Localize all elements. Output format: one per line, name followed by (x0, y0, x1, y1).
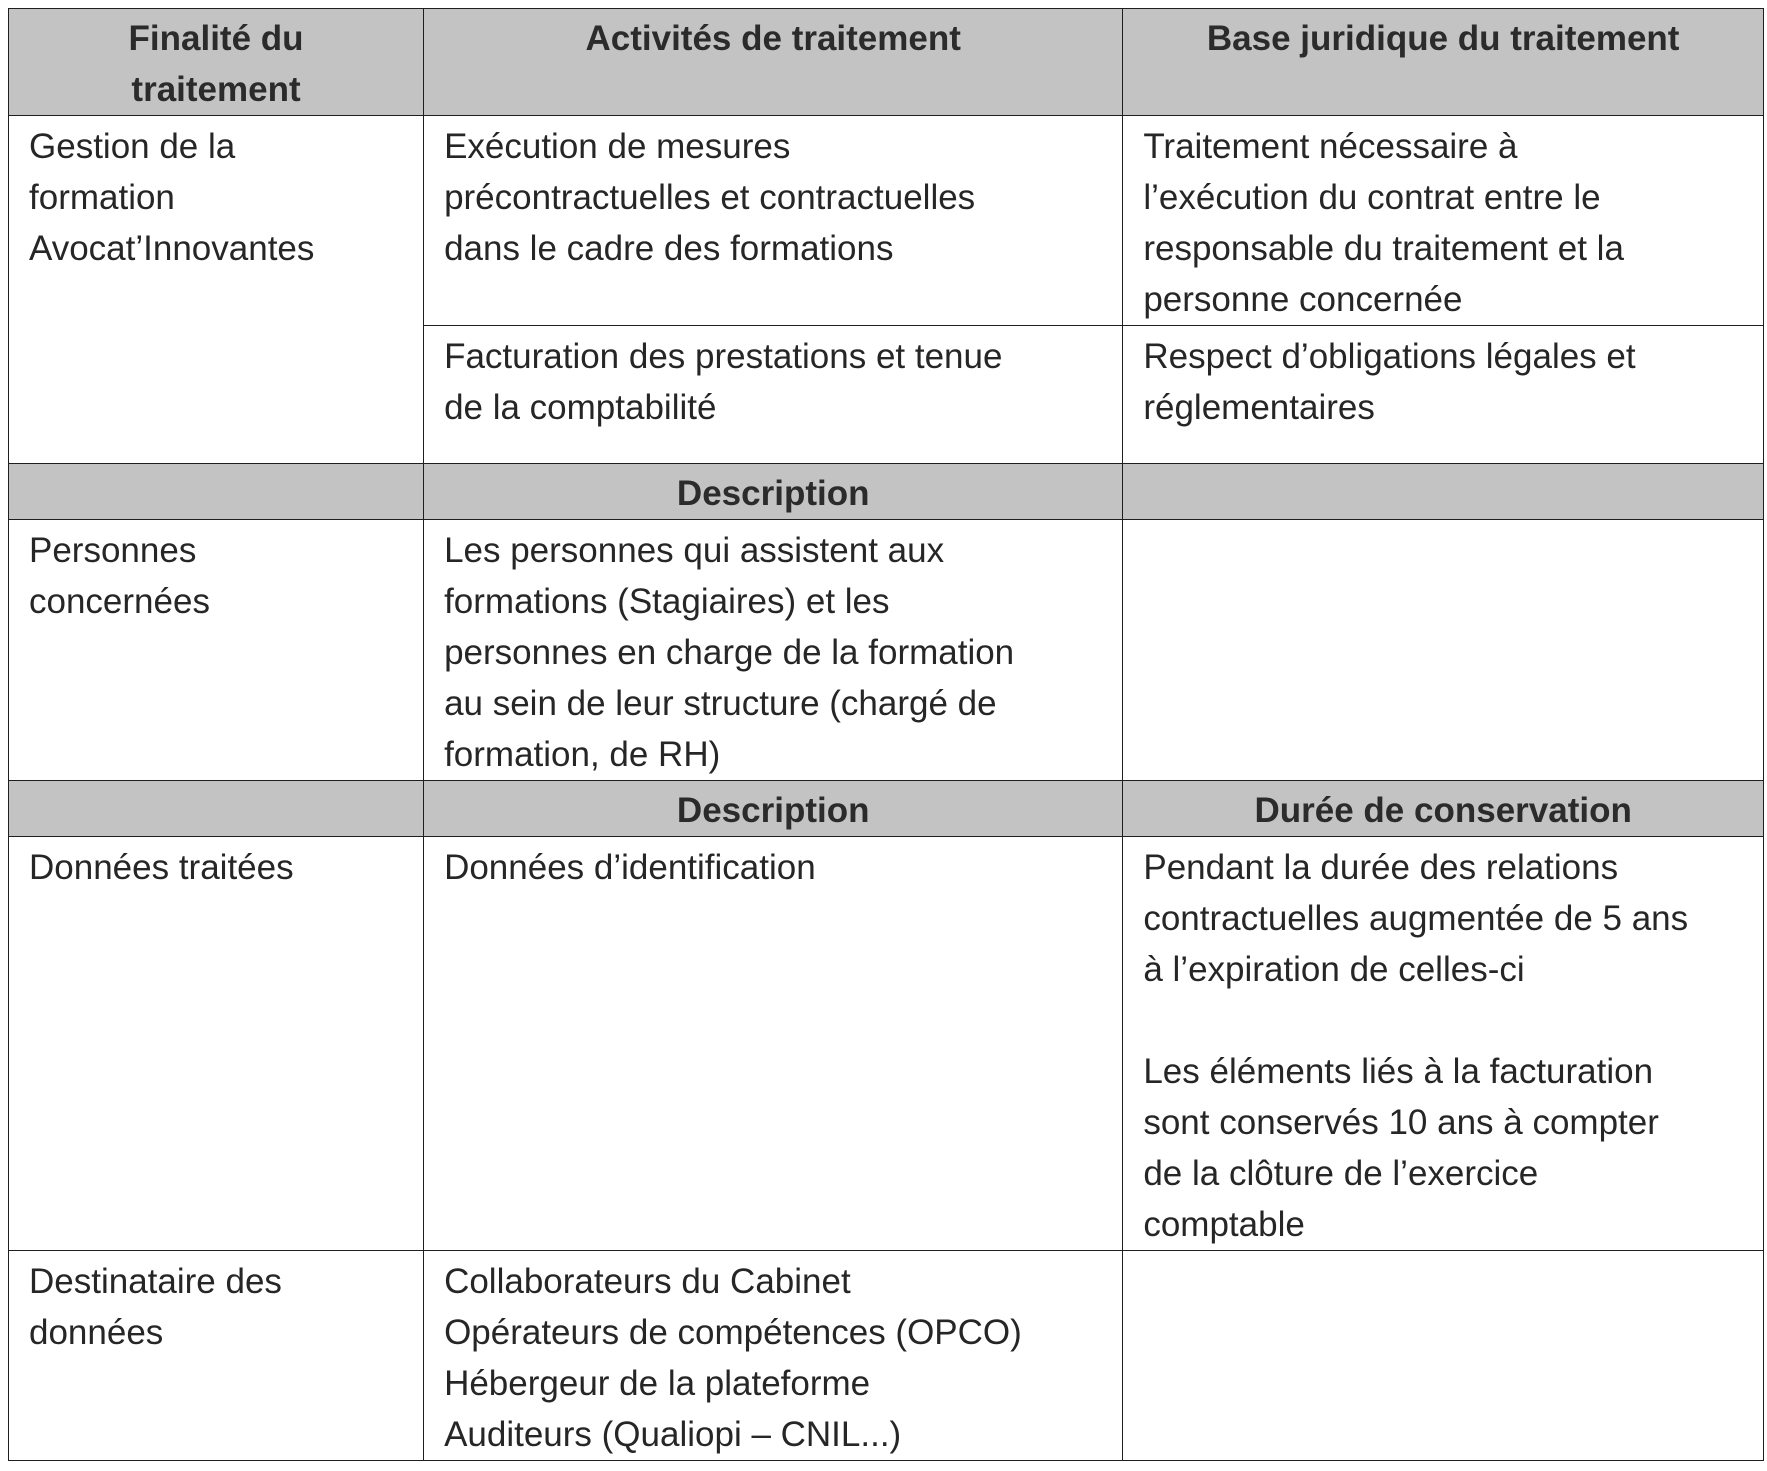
basis-legal-cell (1123, 326, 1764, 464)
data-description-cell (424, 837, 1123, 1251)
data-description-text: Données d’identification (444, 848, 816, 887)
persons-description-line-3: personnes en charge de la formation (444, 633, 1015, 672)
activity-execution-line-2: précontractuelles et contractuelles (444, 178, 976, 217)
basis-contract-line-3: responsable du traitement et la (1143, 229, 1624, 268)
activity-billing-line-2: de la comptabilité (444, 388, 717, 427)
retention-para2-line-2: sont conservés 10 ans à compter (1143, 1103, 1659, 1142)
recipients-list-cell (424, 1251, 1123, 1461)
header-finalite-line-2: traitement (131, 70, 301, 109)
data-header-description-text: Description (676, 791, 870, 830)
activity-execution-cell (424, 116, 1123, 326)
data-label-cell (9, 837, 424, 1251)
recipients-label-line-1: Destinataire des (29, 1262, 282, 1301)
data-row (9, 837, 1764, 1251)
persons-label-line-2: concernées (29, 582, 210, 621)
persons-label-cell (9, 520, 424, 781)
persons-header-empty-3 (1123, 464, 1764, 520)
recipient-item: Collaborateurs du Cabinet (444, 1262, 851, 1301)
header-finalite (9, 9, 424, 116)
data-retention-cell (1123, 837, 1764, 1251)
data-header-retention (1123, 781, 1764, 837)
persons-row (9, 520, 1764, 781)
recipients-empty-cell (1123, 1251, 1764, 1461)
basis-contract-line-4: personne concernée (1143, 280, 1463, 319)
retention-para1-line-2: contractuelles augmentée de 5 ans (1143, 899, 1689, 938)
data-header-row (9, 781, 1764, 837)
recipient-item: Hébergeur de la plateforme (444, 1364, 871, 1403)
data-label-text: Données traitées (29, 848, 294, 887)
basis-contract-cell (1123, 116, 1764, 326)
retention-para2-line-4: comptable (1143, 1205, 1305, 1244)
recipients-label-line-2: données (29, 1313, 164, 1352)
basis-contract-line-1: Traitement nécessaire à (1143, 127, 1518, 166)
recipients-label-cell (9, 1251, 424, 1461)
persons-label-line-1: Personnes (29, 531, 197, 570)
header-base-juridique (1123, 9, 1764, 116)
recipient-item: Opérateurs de compétences (OPCO) (444, 1313, 1022, 1352)
header-activites (424, 9, 1123, 116)
header-base-juridique-text: Base juridique du traitement (1206, 19, 1680, 58)
header-row (9, 9, 1764, 116)
finalite-label-line-2: formation (29, 178, 175, 217)
persons-description-cell (424, 520, 1123, 781)
activity-billing-cell (424, 326, 1123, 464)
persons-header-description (424, 464, 1123, 520)
basis-legal-line-1: Respect d’obligations légales et (1143, 337, 1636, 376)
persons-description-line-2: formations (Stagiaires) et les (444, 582, 890, 621)
header-activites-text: Activités de traitement (585, 19, 961, 58)
basis-contract-line-2: l’exécution du contrat entre le (1143, 178, 1601, 217)
persons-header-row (9, 464, 1764, 520)
persons-description-line-1: Les personnes qui assistent aux (444, 531, 945, 570)
processing-register-table (8, 8, 1764, 1461)
recipients-row (9, 1251, 1764, 1461)
header-finalite-line-1: Finalité du (128, 19, 304, 58)
data-header-empty-1 (9, 781, 424, 837)
persons-empty-cell (1123, 520, 1764, 781)
retention-para1-line-3: à l’expiration de celles-ci (1143, 950, 1525, 989)
finalite-label-line-1: Gestion de la (29, 127, 236, 166)
data-header-retention-text: Durée de conservation (1254, 791, 1632, 830)
basis-legal-line-2: réglementaires (1143, 388, 1375, 427)
persons-description-line-5: formation, de RH) (444, 735, 721, 774)
recipient-item: Auditeurs (Qualiopi – CNIL...) (444, 1415, 902, 1454)
data-header-description (424, 781, 1123, 837)
persons-header-description-text: Description (676, 474, 870, 513)
persons-description-line-4: au sein de leur structure (chargé de (444, 684, 997, 723)
retention-para2-line-3: de la clôture de l’exercice (1143, 1154, 1539, 1193)
persons-header-empty-1 (9, 464, 424, 520)
retention-paragraph-gap (1143, 995, 1743, 1046)
finalite-label-cell (9, 116, 424, 464)
finalite-row-1 (9, 116, 1764, 326)
retention-para2-line-1: Les éléments liés à la facturation (1143, 1052, 1654, 1091)
finalite-label-line-3: Avocat’Innovantes (29, 229, 315, 268)
retention-para1-line-1: Pendant la durée des relations (1143, 848, 1619, 887)
activity-execution-line-3: dans le cadre des formations (444, 229, 894, 268)
activity-billing-line-1: Facturation des prestations et tenue (444, 337, 1003, 376)
activity-execution-line-1: Exécution de mesures (444, 127, 791, 166)
